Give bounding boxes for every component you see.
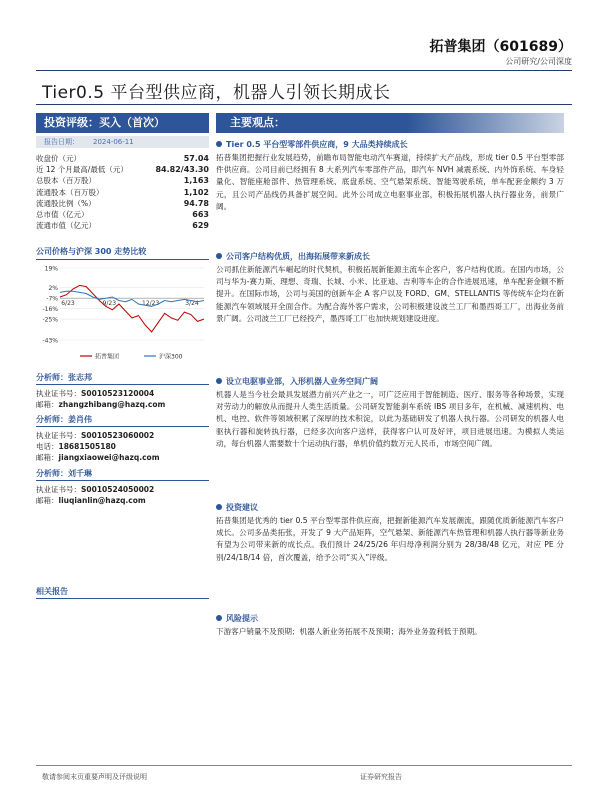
footer-brand: 证券研究报告 [360,773,402,781]
metric-value: 57.04 [183,154,209,163]
paragraph-title-text: 风险提示 [226,614,258,623]
chart-title-underline [36,259,209,260]
analyst-name: 分析师：刘千琳 [36,468,209,481]
paragraph-title-text: 投资建议 [226,503,258,512]
paragraph-body: 机器人是当今社会最具发展潜力前兴产业之一，可广泛应用于智能制造、医疗、服务等各种场景，实现对劳动力的解放从而提升人类生活质量。公司研发智能刹车系统 IBS 项目多年，在机械、减速机构、电机、电控、软件等领域积累了深厚的技术积淀，以此为基础研发了机器人执行器。公司研发的机器人电驱执行器和旋转执行器，已经多次向客户送样，获得客户认可及好评，项目进展迅速。为模拟人类运动，每台机器人需要数十个运动执行器，单机价值约数万元人民币，市场空间广阔。 [216,390,564,448]
analyst-detail [36,399,209,410]
chart-title: 公司价格与沪深 300 走势比较 [36,247,147,256]
metric-row [36,175,209,186]
analyst-name: 分析师：张志邦 [36,372,209,385]
y-tick-label: -16% [42,306,58,314]
footer-disclaimer: 敬请参阅末页重要声明及评级说明 [42,773,147,781]
detail-value: 18681505180 [58,442,116,451]
analyst-detail [36,495,209,506]
main-views-banner: 主要观点： [216,113,564,133]
detail-value: S0010523120004 [81,389,155,398]
y-tick-label: -43% [42,337,58,345]
paragraph-title [216,376,564,387]
paragraph-body: 公司抓住新能源汽车崛起的时代契机，积极拓展新能源主流车企客户，客户结构优质。在国内市场，公司与华为-赛力斯、理想、奇瑞、长城、小米、比亚迪、吉利等车企的合作进展迅速，单车配套金额不断提升。在国际市场，公司与美国的创新车企 A 客户以及 FORD、GM、STELLANTIS 等传统车企均在新能源汽车领域展开全面合作。为配合海外客户需求，公司积极建设波兰工厂和墨西哥工厂，出海业务前景广阔。公司波兰工厂已经投产，墨西哥工厂也加快规划建设进度。 [216,265,564,323]
metric-row [36,153,209,164]
detail-label: 执业证书号： [36,389,81,398]
detail-label: 执业证书号： [36,485,81,494]
detail-label: 电话： [36,442,59,451]
paragraph-title-text: Tier 0.5 平台型零部件供应商，9 大品类持续成长 [226,140,408,149]
paragraph-title [216,251,564,262]
bullet-icon [216,141,222,147]
x-tick-label: 3/24 [185,300,199,308]
series-line [60,291,204,306]
metric-label: 近 12 个月最高/最低（元） [36,165,128,175]
analyst-detail [36,388,209,399]
paragraph-body: 拓普集团是优秀的 tier 0.5 平台型零部件供应商，把握新能源汽车发展潮流，跟随优质新能源汽车客户成长。公司多品类拓张，开发了 9 大产品矩阵，空气悬架、新能源汽车热管理和机器人执行器等新业务有望为公司带来新的成长点。我们预计 24/25/26 年归母净利润分别为 28/38/48 亿元，对应 PE 分别/24/18/14 倍，首次覆盖，给予公司“买入”评级。 [216,516,564,562]
page-title: Tier0.5 平台型供应商，机器人引领长期成长 [42,83,391,103]
metric-value: 94.78 [183,198,209,208]
price-chart [36,262,209,362]
footer-divider [36,765,572,766]
metric-row [36,164,209,175]
metric-label: 总股本（百万股） [36,176,96,186]
legend-label: 拓普集团 [95,353,120,361]
related-reports-heading: 相关报告 [36,586,209,599]
metric-row [36,220,209,231]
paragraph-title [216,139,564,150]
analyst-email-link[interactable]: liuqianlin@hazq.com [58,496,146,505]
analyst-name: 分析师：姜肖伟 [36,414,209,427]
rating-banner: 投资评级：买入（首次） [36,113,209,133]
detail-label: 执业证书号： [36,431,81,440]
bullet-icon [216,253,222,259]
analyst-email-link[interactable]: jiangxiaowei@hazq.com [58,453,160,462]
analyst-detail [36,452,209,463]
analyst-block-3 [36,468,209,506]
bullet-icon [216,615,222,621]
y-tick-label: 2% [48,285,58,293]
header-divider [36,70,572,71]
title-divider [36,104,572,105]
analyst-detail [36,441,209,452]
x-tick-label: 6/23 [61,300,75,308]
metric-label: 流通股本（百万股） [36,187,104,197]
metrics-table [36,153,209,231]
paragraph-title-text: 设立电驱事业部，入形机器人业务空间广阔 [226,377,378,386]
metric-row [36,187,209,198]
metric-value: 84.82/43.30 [155,165,209,175]
report-date-label: 报告日期： [44,138,79,146]
legend-label: 沪深300 [159,353,183,361]
report-type: 公司研究/公司深度 [505,57,572,66]
price-chart-svg [36,262,209,362]
bullet-icon [216,504,222,510]
analyst-detail [36,430,209,441]
metric-label: 流通市值（亿元） [36,221,96,231]
paragraph-title-text: 公司客户结构优质，出海拓展带来新成长 [226,252,370,261]
detail-label: 邮箱： [36,453,59,462]
detail-value: S0010524050002 [81,485,155,494]
detail-label: 邮箱： [36,400,59,409]
y-tick-label: -25% [42,316,58,324]
analyst-block-2 [36,414,209,463]
company-name: 拓普集团（601689） [429,39,572,55]
metric-row [36,198,209,209]
y-tick-label: 19% [44,265,58,273]
detail-value: S0010523060002 [81,431,155,440]
paragraph-body: 拓普集团把握行业发展趋势，前瞻布局智能电动汽车赛道，持续扩大产品线，形成 tier 0.5 平台型零部件供应商。公司目前已经拥有 8 大系列汽车零部件产品，即汽车 NVH 减震系统、内外饰系统、车身轻量化、智能座舱部件、热管理系统、底盘系统、空气悬架系统、智能驾驶系统，单车配套金额约 3 万元，且公司产品线仍具备扩展空间。此外公司成立电驱事业部，积极拓展机器人执行器业务，前景广阔。 [216,153,564,211]
paragraph-body: 下游客户销量不及预期；机器人新业务拓展不及预期；海外业务盈利低于预期。 [216,627,482,636]
metric-label: 总市值（亿元） [36,209,89,219]
analyst-email-link[interactable]: zhangzhibang@hazq.com [58,400,166,409]
y-tick-label: -7% [46,295,58,303]
paragraph-title [216,613,564,624]
metric-label: 收盘价（元） [36,154,81,163]
metric-label: 流通股比例（%） [36,198,96,208]
paragraph-title [216,502,564,513]
metric-value: 1,102 [183,187,209,197]
analyst-block-1 [36,372,209,410]
bullet-icon [216,378,222,384]
metric-row [36,209,209,220]
x-tick-label: 12/23 [142,300,160,308]
analyst-detail [36,484,209,495]
x-tick-label: 9/23 [102,300,117,308]
metric-value: 1,163 [183,176,209,186]
metric-value: 629 [192,221,209,231]
report-date: 2024-06-11 [93,138,134,146]
detail-label: 邮箱： [36,496,59,505]
metric-value: 663 [192,209,209,219]
report-date-bar [36,136,209,148]
